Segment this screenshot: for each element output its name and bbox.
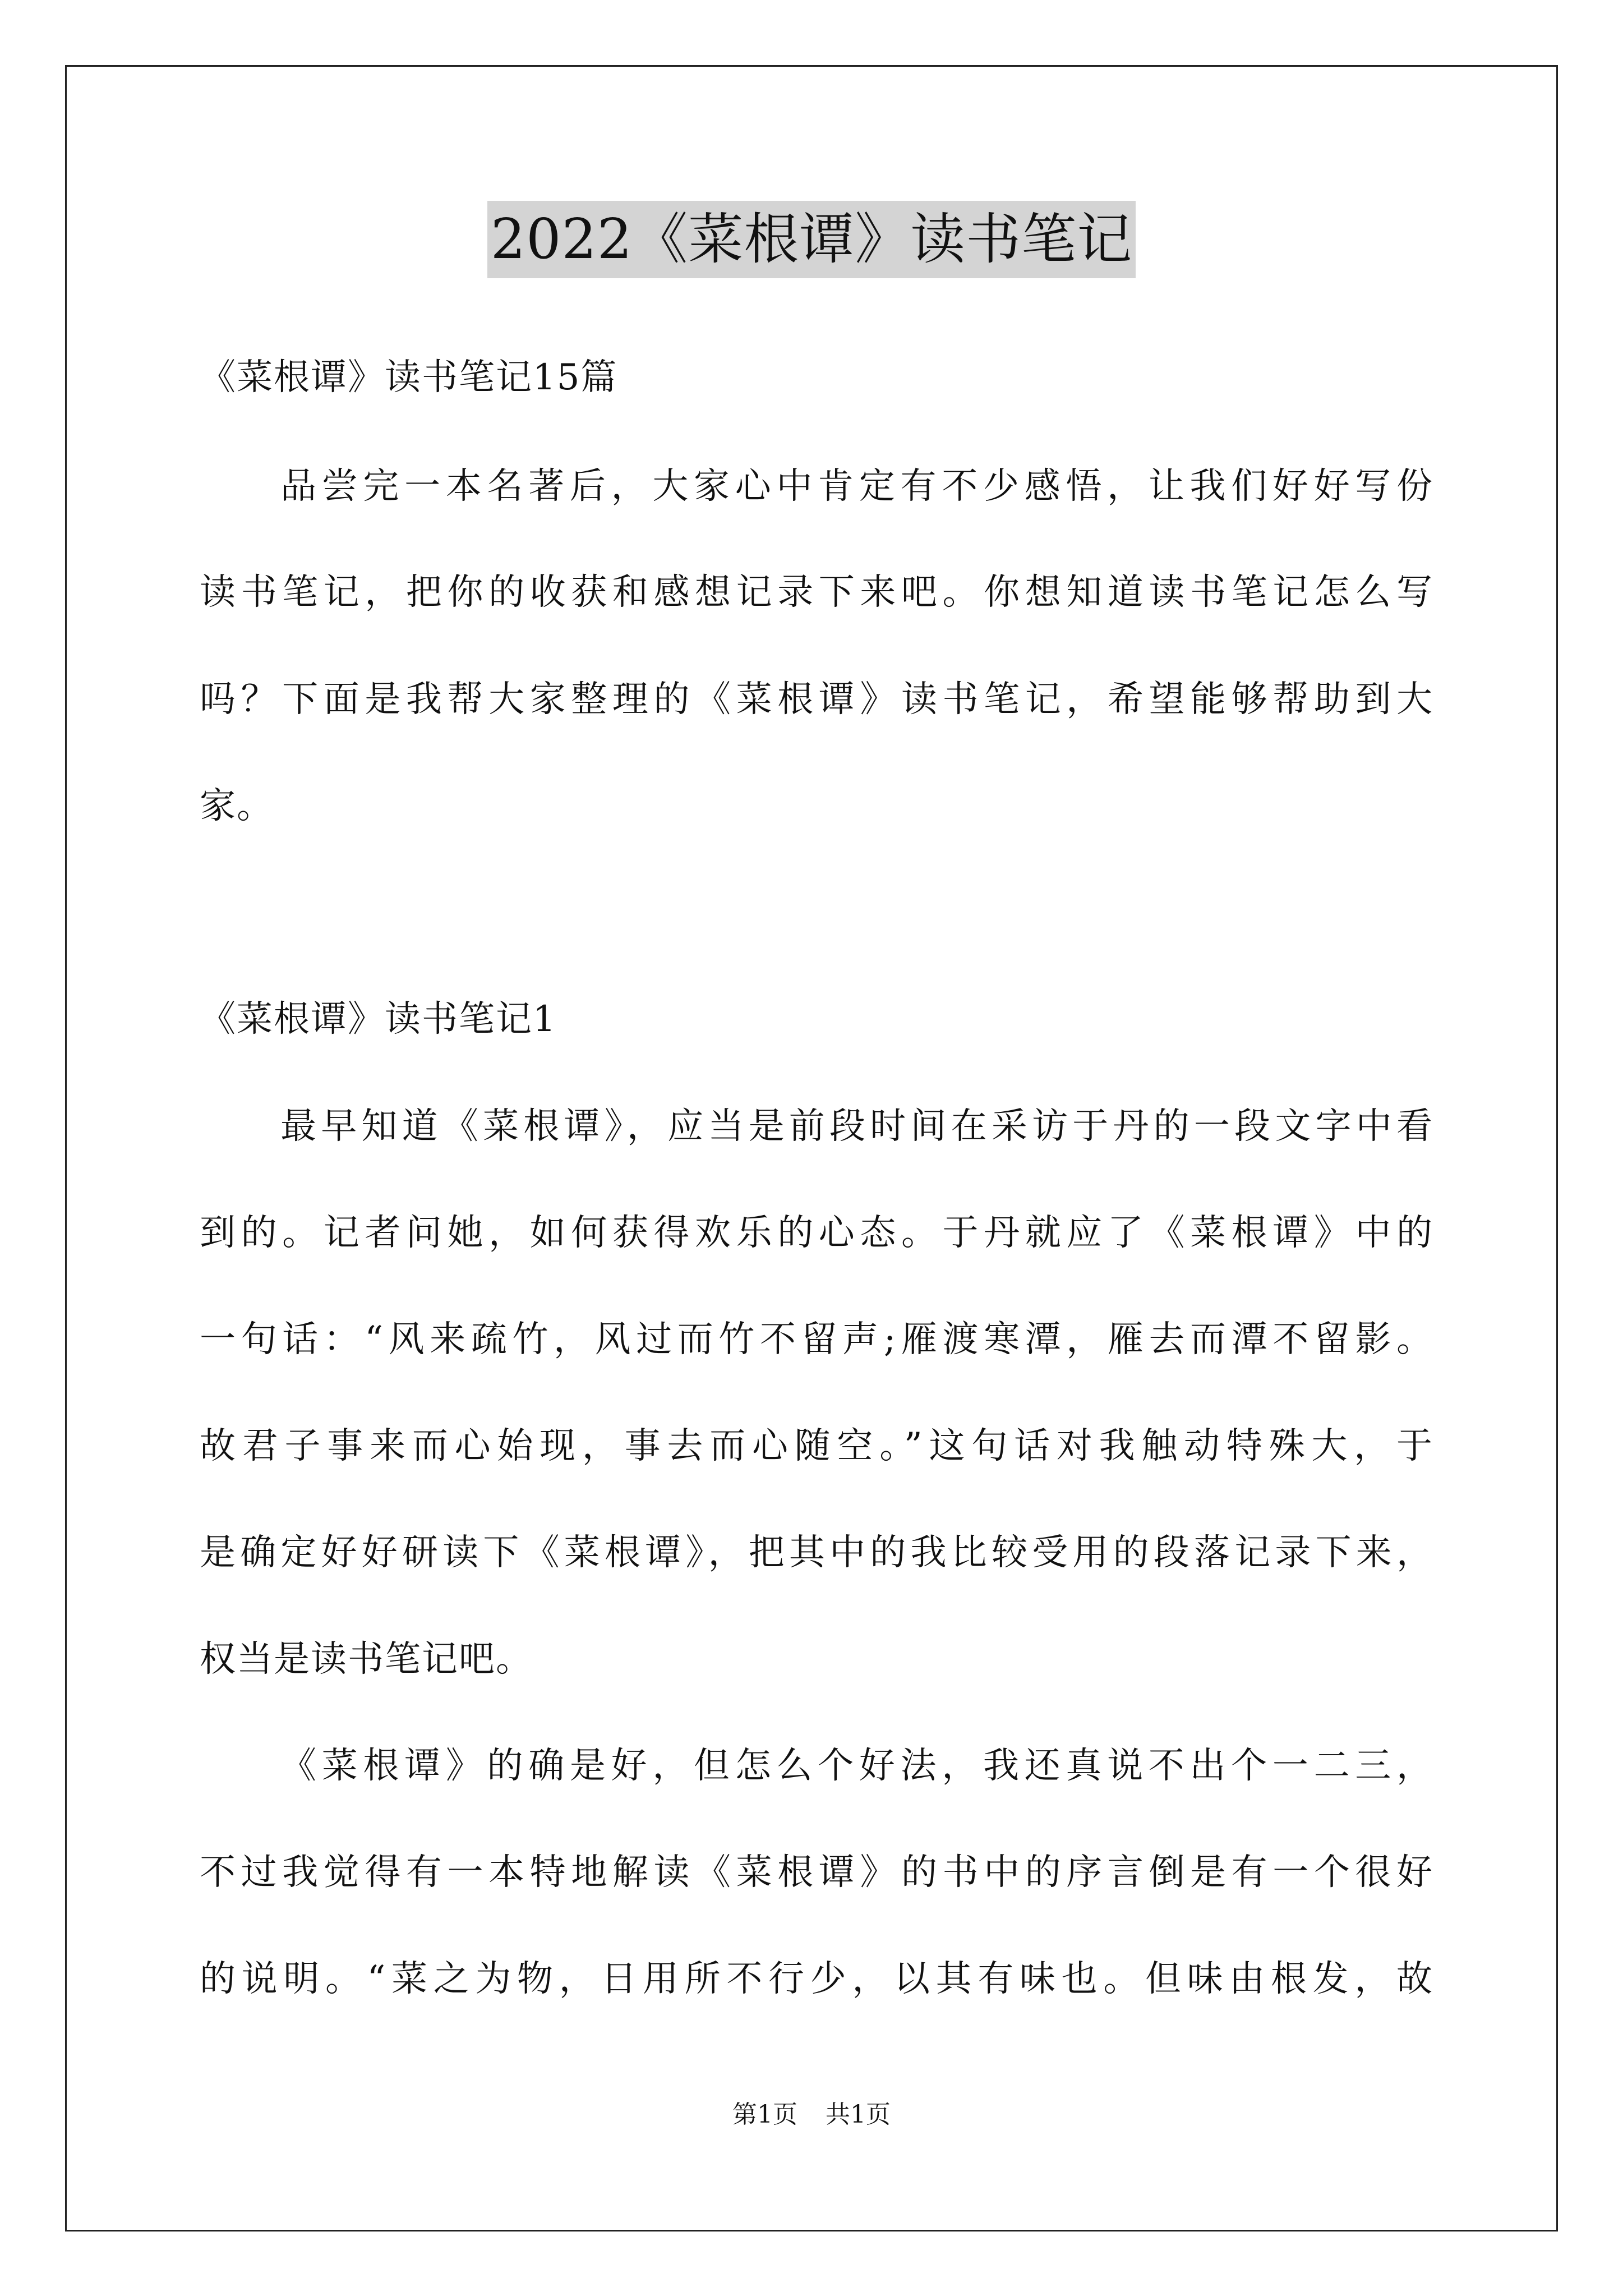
paragraph-line: 一句话：“风来疏竹，风过而竹不留声;雁渡寒潭，雁去而潭不留影。 — [200, 1319, 1433, 1360]
paragraph-line: 读书笔记，把你的收获和感想记录下来吧。你想知道读书笔记怎么写 — [200, 572, 1433, 613]
paragraph-line: 品尝完一本名著后，大家心中肯定有不少感悟，让我们好好写份 — [280, 466, 1433, 507]
paragraph-line: 吗？下面是我帮大家整理的《菜根谭》读书笔记，希望能够帮助到大 — [200, 679, 1433, 720]
paragraph-line: 《菜根谭》的确是好，但怎么个好法，我还真说不出个一二三， — [280, 1745, 1433, 1787]
section-heading: 《菜根谭》读书笔记1 — [200, 999, 557, 1040]
paragraph-line: 权当是读书笔记吧。 — [200, 1639, 533, 1680]
page-number-total: 共1页 — [826, 2100, 891, 2129]
page-number-current: 第1页 — [732, 2100, 797, 2129]
document-title: 2022《菜根谭》读书笔记 — [487, 201, 1136, 278]
paragraph-line: 到的。记者问她，如何获得欢乐的心态。于丹就应了《菜根谭》中的 — [200, 1212, 1433, 1254]
section-heading: 《菜根谭》读书笔记15篇 — [200, 357, 618, 398]
title-container — [0, 201, 1623, 278]
paragraph-line: 不过我觉得有一本特地解读《菜根谭》的书中的序言倒是有一个很好 — [200, 1852, 1433, 1893]
paragraph-line: 故君子事来而心始现，事去而心随空。”这句话对我触动特殊大，于 — [200, 1425, 1433, 1467]
page-footer — [0, 2098, 1623, 2132]
paragraph-line: 最早知道《菜根谭》，应当是前段时间在采访于丹的一段文字中看 — [280, 1106, 1433, 1147]
paragraph-line: 是确定好好研读下《菜根谭》，把其中的我比较受用的段落记录下来， — [200, 1532, 1433, 1573]
paragraph-line: 的说明。“菜之为物，日用所不行少，以其有味也。但味由根发，故 — [200, 1958, 1433, 2000]
paragraph-line: 家。 — [200, 785, 274, 827]
